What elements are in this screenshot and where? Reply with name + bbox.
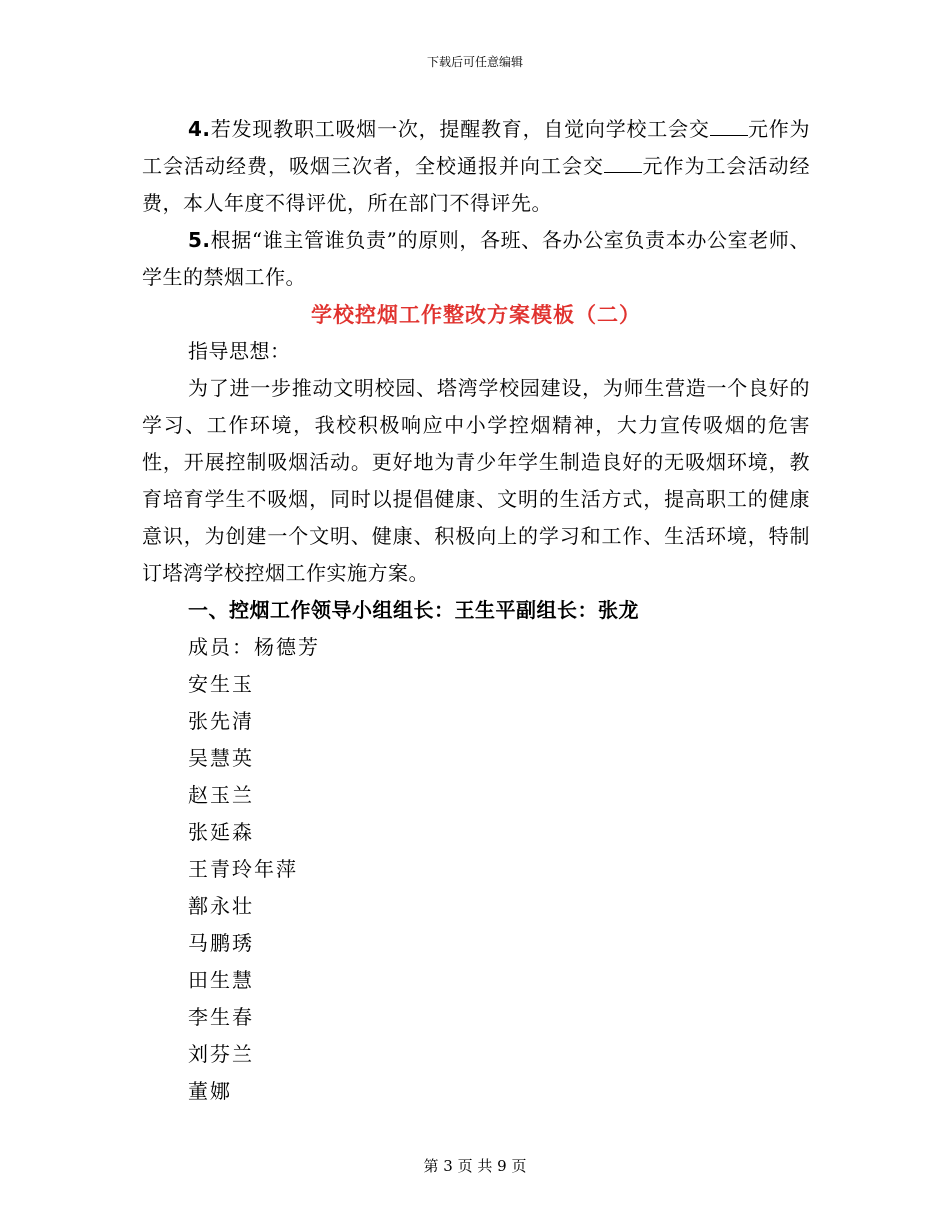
member-name: 张延森 — [188, 820, 254, 844]
item-number: 4. — [188, 117, 211, 141]
member-name: 赵玉兰 — [188, 783, 254, 807]
member-name: 鄯永壮 — [188, 894, 254, 918]
section-title: 学校控烟工作整改方案模板（二） — [311, 302, 641, 327]
member-name: 安生玉 — [188, 672, 254, 696]
document-body — [142, 111, 810, 1110]
guiding-paragraph: 为了进一步推动文明校园、塔湾学校园建设，为师生营造一个良好的学习、工作环境，我校积极响应中小学控烟精神，大力宣传吸烟的危害性，开展控制吸烟活动。更好地为青少年学生制造良好的无吸烟环境，教育培育学生不吸烟，同时以提倡健康、文明的生活方式，提高职工的健康意识，为创建一个文明、健康、积极向上的学习和工作、生活环境，特制订塔湾学校控烟工作实施方案。 — [142, 376, 810, 585]
paragraph-text: 元作为工会活动经费，吸烟三次者，全校通报并向工会交 — [142, 117, 811, 178]
member-name: 李生春 — [188, 1005, 254, 1029]
members-label: 成员：杨德芳 — [188, 635, 320, 659]
group-heading: 一、控烟工作领导小组组长：王生平副组长：张龙 — [188, 598, 639, 622]
page-header: 下载后可任意编辑 — [426, 55, 523, 69]
paragraph-item-5 — [142, 222, 810, 296]
page-footer: 第 3 页 共 9 页 — [423, 1157, 527, 1175]
blank-underline — [710, 117, 748, 136]
item-number: 5. — [188, 228, 211, 252]
blank-underline — [604, 154, 642, 173]
guiding-label: 指导思想： — [188, 339, 291, 363]
paragraph-item-4 — [142, 111, 810, 222]
member-name: 刘芬兰 — [188, 1042, 254, 1066]
paragraph-text: 根据“谁主管谁负责”的原则，各班、各办公室负责本办公室老师、学生的禁烟工作。 — [142, 228, 810, 289]
member-name: 马鹏琇 — [188, 931, 254, 955]
member-name: 王青玲年萍 — [188, 857, 298, 881]
paragraph-text: 若发现教职工吸烟一次，提醒教育，自觉向学校工会交 — [210, 117, 710, 141]
paragraph-text: 元作为工会活动经费，本人年度不得评优，所在部门不得评先。 — [142, 154, 810, 215]
member-name: 张先清 — [188, 709, 254, 733]
member-name: 田生慧 — [188, 968, 254, 992]
member-name: 董娜 — [188, 1079, 232, 1103]
member-name: 吴慧英 — [188, 746, 254, 770]
members-list — [142, 666, 810, 1110]
